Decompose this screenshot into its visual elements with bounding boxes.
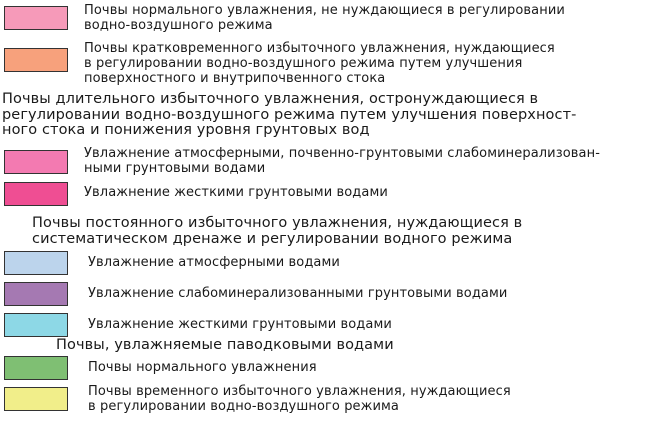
legend-swatch-hard-groundwater-permanent [4,313,68,337]
legend-swatch-lowmineral-groundwater [4,282,68,306]
legend-label-atmospheric-water: Увлажнение атмосферными водами [88,255,340,270]
legend-swatch-flood-temporary-excess [4,387,68,411]
legend-label-hard-groundwater-permanent: Увлажнение жесткими грунтовыми водами [88,317,392,332]
legend-swatch-atmospheric-lowmineral [4,150,68,174]
legend-label-flood-temporary-excess: Почвы временного избыточного увлажнения, нуждающиеся в регулировании водно-воздушного режима [88,384,511,414]
legend-label-normal-moisture: Почвы нормального увлажнения, не нуждающиеся в регулировании водно-воздушного режима [84,3,565,33]
legend-swatch-short-term-excess [4,48,68,72]
legend-heading-long-term-excess: Почвы длительного избыточного увлажнения, остронуждающиеся в регулировании водно-воздушного режима путем улучшения поверхност- ного стока и понижения уровня грунтовых вод [2,91,577,138]
legend-label-flood-normal: Почвы нормального увлажнения [88,360,317,375]
legend-label-short-term-excess: Почвы кратковременного избыточного увлажнения, нуждающиеся в регулировании водно-воздушного режима путем улучшения поверхностного и внутрипочвенного стока [84,41,555,86]
legend-swatch-flood-normal [4,356,68,380]
legend-heading-permanent-excess: Почвы постоянного избыточного увлажнения, нуждающиеся в систематическом дренаже и регулировании водного режима [32,215,523,247]
legend-label-hard-groundwater-long: Увлажнение жесткими грунтовыми водами [84,185,388,200]
legend-label-lowmineral-groundwater: Увлажнение слабоминерализованными грунтовыми водами [88,286,508,301]
legend-heading-flood-waters: Почвы, увлажняемые паводковыми водами [56,337,394,353]
legend-swatch-hard-groundwater-long [4,182,68,206]
legend-swatch-atmospheric-water [4,251,68,275]
legend-swatch-normal-moisture [4,6,68,30]
legend-label-atmospheric-lowmineral: Увлажнение атмосферными, почвенно-грунтовыми слабоминерализован- ными грунтовыми водами [84,146,601,176]
